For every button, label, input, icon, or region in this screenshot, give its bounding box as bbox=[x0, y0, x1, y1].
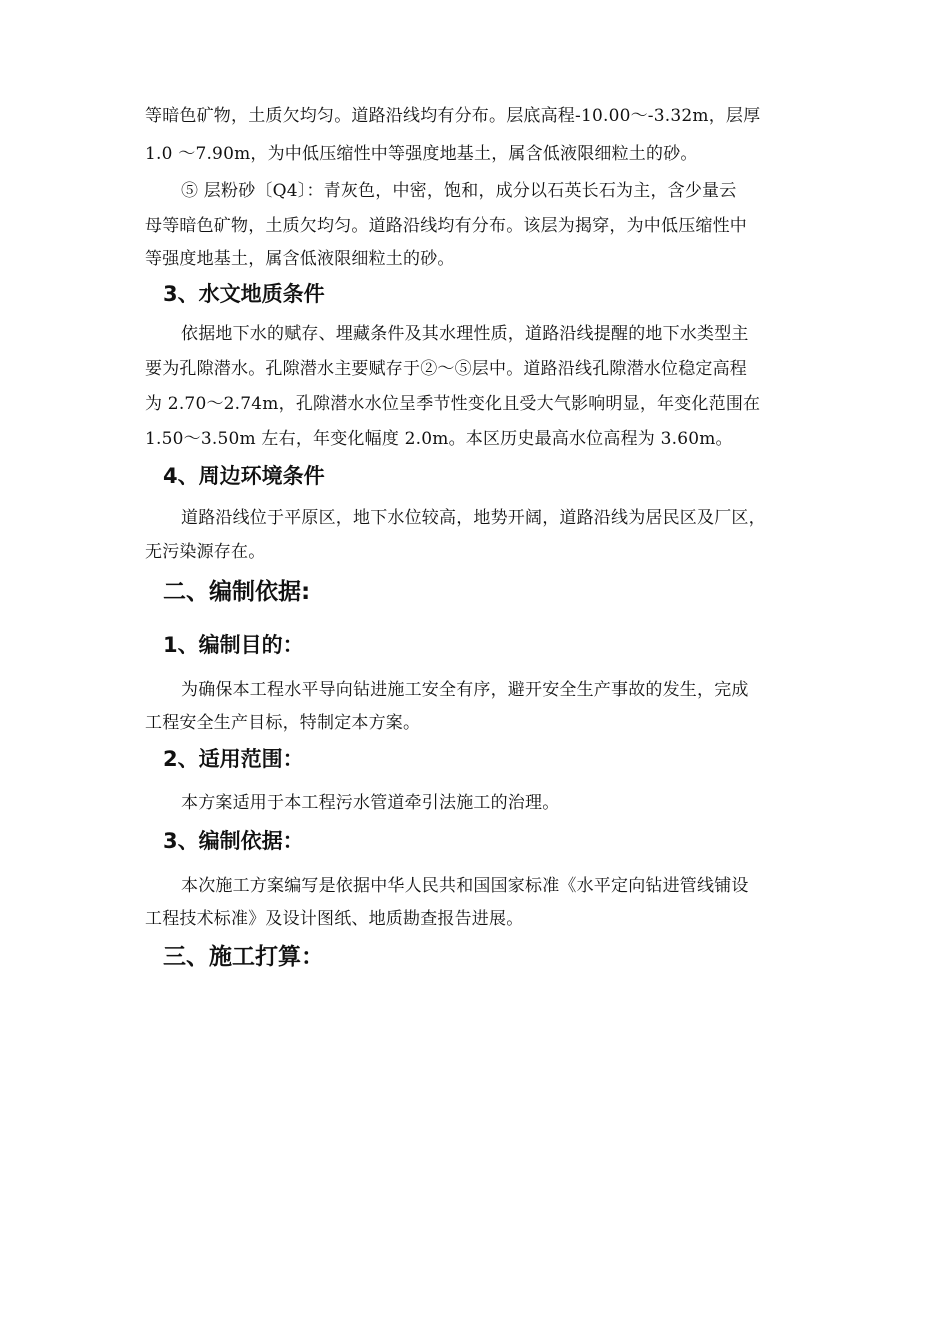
section-heading: 3、编制依据： bbox=[163, 829, 304, 853]
section-heading: 4、周边环境条件 bbox=[163, 464, 325, 488]
paragraph-line: 无污染源存在。 bbox=[145, 542, 266, 562]
section-heading: 3、水文地质条件 bbox=[163, 282, 325, 306]
section-heading: 2、适用范围： bbox=[163, 747, 304, 771]
paragraph-line: 工程技术标准》及设计图纸、地质勘查报告进展。 bbox=[145, 909, 524, 929]
paragraph-line: 等强度地基土，属含低液限细粒土的砂。 bbox=[145, 249, 455, 269]
paragraph-line: 为确保本工程水平导向钻进施工安全有序，避开安全生产事故的发生，完成 bbox=[181, 680, 749, 700]
section-heading: 1、编制目的： bbox=[163, 633, 304, 657]
paragraph-line: 母等暗色矿物，土质欠均匀。道路沿线均有分布。该层为揭穿，为中低压缩性中 bbox=[145, 216, 747, 236]
paragraph-line: 1.50～3.50m 左右，年变化幅度 2.0m。本区历史最高水位高程为 3.60m。 bbox=[145, 429, 733, 449]
paragraph-line: 依据地下水的赋存、埋藏条件及其水理性质，道路沿线提醒的地下水类型主 bbox=[181, 324, 749, 344]
paragraph-line: 要为孔隙潜水。孔隙潜水主要赋存于②～⑤层中。道路沿线孔隙潜水位稳定高程 bbox=[145, 359, 747, 379]
paragraph-line: 本次施工方案编写是依据中华人民共和国国家标准《水平定向钻进管线铺设 bbox=[181, 876, 749, 896]
paragraph-line: ⑤ 层粉砂〔Q4〕：青灰色，中密，饱和，成分以石英长石为主，含少量云 bbox=[181, 181, 737, 201]
paragraph-line: 道路沿线位于平原区，地下水位较高，地势开阔，道路沿线为居民区及厂区， bbox=[181, 508, 766, 528]
chapter-heading: 三、施工打算： bbox=[163, 944, 324, 970]
paragraph-line: 1.0 ～7.90m，为中低压缩性中等强度地基土，属含低液限细粒土的砂。 bbox=[145, 144, 698, 164]
paragraph-line: 为 2.70～2.74m，孔隙潜水水位呈季节性变化且受大气影响明显，年变化范围在 bbox=[145, 394, 761, 414]
chapter-heading: 二、编制依据: bbox=[163, 579, 311, 605]
paragraph-line: 工程安全生产目标，特制定本方案。 bbox=[145, 713, 421, 733]
paragraph-line: 本方案适用于本工程污水管道牵引法施工的治理。 bbox=[181, 793, 560, 813]
paragraph-line: 等暗色矿物，土质欠均匀。道路沿线均有分布。层底高程-10.00～-3.32m，层厚 bbox=[145, 106, 761, 126]
